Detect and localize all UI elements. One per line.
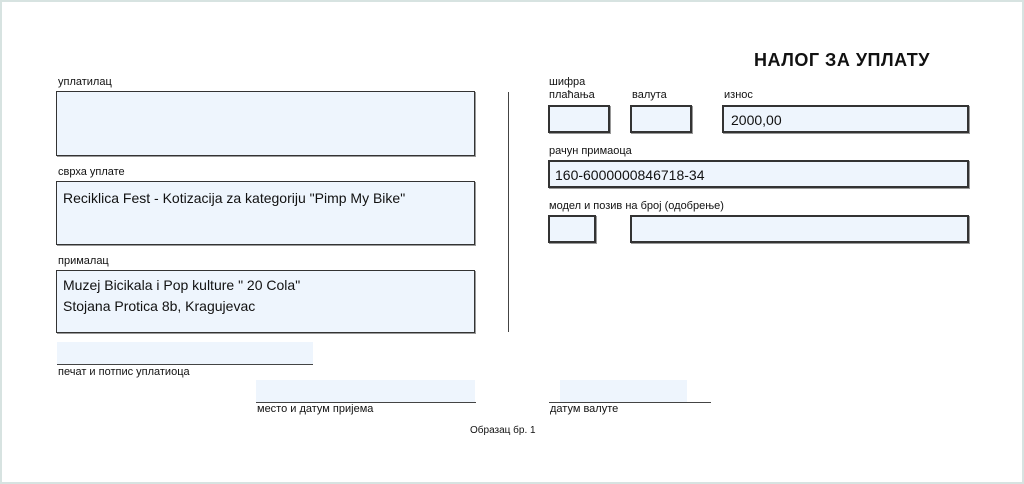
column-divider: [508, 92, 509, 332]
signature-line: [57, 364, 313, 365]
account-value: 160-6000000846718-34: [555, 167, 705, 183]
reference-number-field[interactable]: [630, 215, 969, 243]
payer-label: уплатилац: [58, 76, 112, 88]
payment-code-field[interactable]: [548, 105, 610, 133]
payment-code-label-1: шифра: [549, 76, 586, 88]
payer-field[interactable]: [56, 91, 475, 156]
place-date-field[interactable]: [256, 380, 475, 402]
recipient-label: прималац: [58, 255, 109, 267]
purpose-field[interactable]: [56, 181, 475, 245]
recipient-field[interactable]: [56, 270, 475, 333]
currency-field[interactable]: [630, 105, 692, 133]
place-date-label: место и датум пријема: [257, 403, 374, 415]
value-date-field[interactable]: [560, 380, 687, 402]
value-date-label: датум валуте: [550, 403, 619, 415]
account-label: рачун примаоца: [549, 145, 632, 157]
amount-label: износ: [724, 89, 753, 101]
payment-code-label-2: плаћања: [549, 89, 595, 101]
purpose-label: сврха уплате: [58, 166, 125, 178]
form-number: Образац бр. 1: [470, 425, 536, 436]
amount-field[interactable]: [722, 105, 969, 133]
account-field[interactable]: [548, 160, 969, 188]
signature-field[interactable]: [57, 342, 313, 364]
purpose-value: Reciklica Fest - Kotizacija za kategoriju "Pimp My Bike": [63, 190, 406, 206]
model-reference-label: модел и позив на број (одобрење): [549, 200, 724, 212]
model-field[interactable]: [548, 215, 596, 243]
currency-label: валута: [632, 89, 667, 101]
form-title: НАЛОГ ЗА УПЛАТУ: [754, 50, 930, 70]
amount-value: 2000,00: [731, 112, 782, 128]
recipient-line1: Muzej Bicikala i Pop kulture " 20 Cola": [63, 277, 301, 293]
signature-label: печат и потпис уплатиоца: [58, 366, 190, 378]
recipient-line2: Stojana Protica 8b, Kragujevac: [63, 298, 256, 314]
